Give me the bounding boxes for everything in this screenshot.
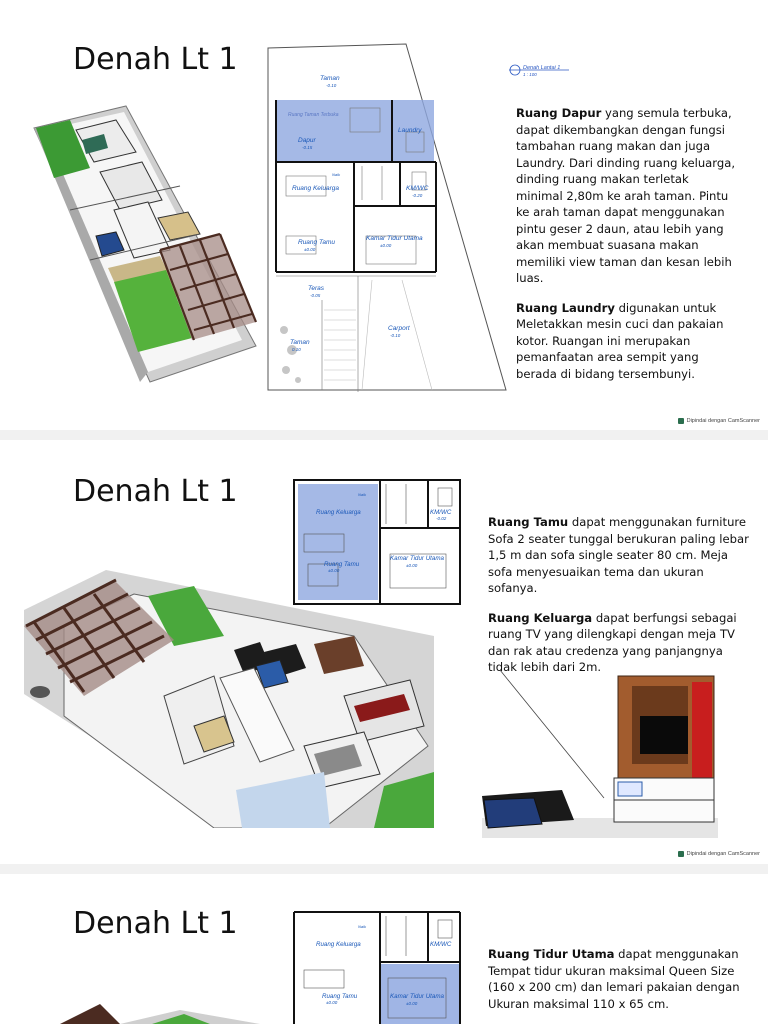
slide-title: Denah Lt 1 <box>73 42 238 77</box>
label-tamu: Ruang Tamu <box>324 561 360 568</box>
label-kmwc: KM/WC <box>430 941 452 948</box>
description-text: Ruang Dapur yang semula terbuka, dapat dikembangkan dengan fungsi tambahan ruang makan dan juga Laundry. Dari dinding ruang keluarga, dinding ruang makan terletak minimal 2,80m ke arah taman. Pintu ke arah taman dapat menggunakan pintu geser 2 daun, atau lebih yang akan membuat suasana makan memiliki view taman dan kesan lebih luas. Ruang Laundry digunakan untuk Meletakkan mesin cuci dan pakaian kotor. Ruangan ini merupakan pemanfaatan area sempit yang berada di bidang tersembunyi. <box>516 106 736 381</box>
3d-interior-render <box>24 566 436 828</box>
label-kamar: Kamar Tidur Utama <box>366 235 423 242</box>
slide-title: Denah Lt 1 <box>73 474 238 509</box>
label-kamar: Kamar Tidur Utama <box>390 993 444 1000</box>
svg-text:±0.00: ±0.00 <box>328 568 340 573</box>
svg-text:-0.02: -0.02 <box>436 516 447 521</box>
tv-cabinet-closeup <box>482 668 718 838</box>
label-dapur: Dapur <box>298 137 316 144</box>
label-kmwc: KM/WC <box>406 185 429 192</box>
svg-text:1 : 100: 1 : 100 <box>523 72 537 77</box>
svg-text:±0.00: ±0.00 <box>406 563 418 568</box>
label-laundry: Laundry <box>398 127 422 134</box>
label-kmwc: KM/WC <box>430 509 452 516</box>
description-text: Ruang Tamu dapat menggunakan furniture Sofa 2 seater tunggal berukuran paling lebar 1,5 m dan sofa single seater 80 cm. Meja sofa menyesuaikan tema dan ukuran sofanya. Ruang Keluarga dapat berfungsi sebagai ruang TV yang dilengkapi dengan meja TV dan rak atau credenza yang panjangnya tidak lebih dari 2m. <box>488 515 749 674</box>
camscanner-watermark: Dipindai dengan CamScanner <box>678 418 760 424</box>
3d-floor-render <box>30 100 270 390</box>
label-taman-bottom: Taman <box>290 339 310 346</box>
slide-2 <box>0 440 768 864</box>
svg-text:-0.10: -0.10 <box>390 333 401 338</box>
svg-text:-0.15: -0.15 <box>302 145 313 150</box>
slide-gap <box>0 864 768 874</box>
camscanner-watermark: Dipindai dengan CamScanner <box>678 851 760 857</box>
svg-text:Denah Lantai 1: Denah Lantai 1 <box>523 65 561 71</box>
floor-plan-detail <box>288 906 464 1024</box>
slide-title: Denah Lt 1 <box>73 906 238 941</box>
svg-text:-0.20: -0.20 <box>412 193 423 198</box>
svg-text:Naik: Naik <box>332 172 341 177</box>
label-taman-top: Taman <box>320 75 340 82</box>
label-tamu: Ruang Tamu <box>322 993 358 1000</box>
label-teras: Teras <box>308 285 325 292</box>
label-carport: Carport <box>388 325 410 332</box>
3d-render-partial <box>60 998 270 1024</box>
label-keluarga: Ruang Keluarga <box>316 509 361 516</box>
floor-plan <box>262 40 510 402</box>
slide-3 <box>0 874 768 1024</box>
plan-reference-marker <box>507 64 577 80</box>
label-keluarga: Ruang Keluarga <box>316 941 361 948</box>
slide-gap <box>0 430 768 440</box>
svg-text:±0.00: ±0.00 <box>380 243 392 248</box>
svg-text:-0.10: -0.10 <box>326 83 337 88</box>
svg-text:Naik: Naik <box>358 924 367 929</box>
label-tamu: Ruang Tamu <box>298 239 335 246</box>
slide-1 <box>0 0 768 430</box>
label-kamar: Kamar Tidur Utama <box>390 555 444 562</box>
svg-text:±0.00: ±0.00 <box>304 247 316 252</box>
svg-text:±0.00: ±0.00 <box>326 1000 338 1005</box>
svg-text:Naik: Naik <box>358 492 367 497</box>
label-ruang-taman-terbuka: Ruang Taman Terbuka <box>288 112 339 118</box>
svg-text:±0.00: ±0.00 <box>406 1001 418 1006</box>
svg-text:-0.05: -0.05 <box>310 293 321 298</box>
description-text: Ruang Tidur Utama dapat menggunakan Tempat tidur ukuran maksimal Queen Size (160 x 200 cm) dan lemari pakaian dengan Ukuran maksimal 110 x 65 cm. <box>488 947 740 1011</box>
svg-text:0.10: 0.10 <box>292 347 301 352</box>
label-keluarga: Ruang Keluarga <box>292 185 339 192</box>
